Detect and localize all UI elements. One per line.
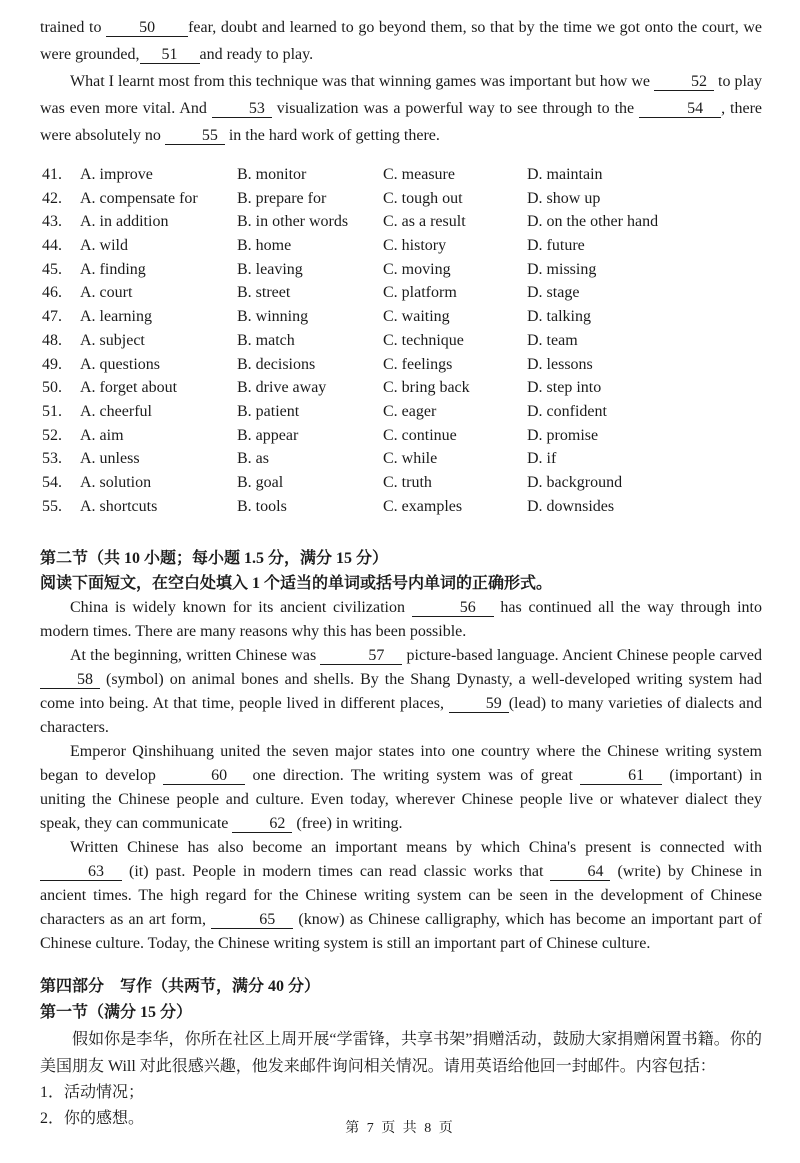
section4-subheading: 第一节（满分 15 分）	[40, 1004, 193, 1022]
blank-55: 55	[165, 128, 225, 145]
option-d: D. step into	[527, 379, 602, 397]
option-a: A. shortcuts	[80, 497, 158, 515]
option-d: D. promise	[527, 426, 599, 444]
choice-row	[42, 471, 762, 495]
option-d: D. if	[527, 450, 557, 468]
option-d: D. lessons	[527, 355, 593, 373]
choice-row	[42, 376, 762, 400]
blank-51: 51	[140, 47, 200, 64]
option-a: A. aim	[80, 426, 124, 444]
option-b: B. goal	[237, 473, 284, 491]
blank-61: 61	[580, 768, 662, 785]
option-c: C. as a result	[383, 213, 466, 231]
choice-row	[42, 305, 762, 329]
question-number: 47.	[42, 308, 62, 326]
option-b: B. as	[237, 450, 269, 468]
grammar-paragraph-2: At the beginning, written Chinese was 57 picture-based language. Ancient Chinese people carved 58 (symbol) on animal bones and shells. By the Shang Dynasty, a well-developed writing system had come into being. At that time, people lived in different places, 59 (lead) to many varieties of dialects and characters.	[40, 647, 762, 737]
writing-point-2: 2．你的感想。	[40, 1110, 145, 1128]
option-b: B. in other words	[237, 213, 349, 231]
question-number: 55.	[42, 497, 62, 515]
blank-59: 59	[449, 696, 509, 713]
choice-row	[42, 495, 762, 519]
choice-row	[42, 163, 762, 187]
option-c: C. platform	[383, 284, 457, 302]
option-c: C. tough out	[383, 189, 463, 207]
option-c: C. waiting	[383, 308, 450, 326]
choice-row	[42, 258, 762, 282]
option-a: A. subject	[80, 331, 145, 349]
option-a: A. forget about	[80, 379, 178, 397]
option-d: D. future	[527, 237, 585, 255]
question-number: 42.	[42, 189, 62, 207]
option-b: B. leaving	[237, 260, 303, 278]
cloze-passage-paragraph-1: trained to 50 fear, doubt and learned to go beyond them, so that by the time we got onto the court, we were grounded, 51 and ready to play.	[40, 19, 762, 63]
choice-row	[42, 281, 762, 305]
option-b: B. prepare for	[237, 189, 327, 207]
option-a: A. unless	[80, 450, 140, 468]
section4-heading: 第四部分 写作（共两节，满分 40 分）	[40, 978, 321, 996]
choice-row	[42, 353, 762, 377]
option-c: C. examples	[383, 497, 463, 515]
option-a: A. in addition	[80, 213, 169, 231]
writing-point-1: 1．活动情况；	[40, 1084, 145, 1102]
blank-64: 64	[550, 864, 610, 881]
option-c: C. history	[383, 237, 447, 255]
option-b: B. appear	[237, 426, 299, 444]
choice-row	[42, 210, 762, 234]
question-number: 46.	[42, 284, 62, 302]
question-number: 41.	[42, 166, 62, 183]
question-number: 54.	[42, 473, 62, 491]
section2-instruction: 阅读下面短文，在空白处填入 1 个适当的单词或括号内单词的正确形式。	[40, 575, 553, 593]
option-d: D. team	[527, 331, 578, 349]
option-c: C. bring back	[383, 379, 470, 397]
choice-row	[42, 234, 762, 258]
option-c: C. truth	[383, 473, 432, 491]
cloze-passage-paragraph-2: What I learnt most from this technique was that winning games was important but how we 52 to play was even more vital. And 53 visualization was a powerful way to see through to the 54 , there were absolutely no 55 in the hard work of getting there.	[40, 73, 763, 144]
question-number: 45.	[42, 260, 62, 278]
question-number: 48.	[42, 331, 62, 349]
blank-52: 52	[654, 74, 714, 91]
question-number: 52.	[42, 426, 62, 444]
blank-63: 63	[40, 864, 122, 881]
section4	[40, 974, 762, 1132]
option-a: A. court	[80, 284, 133, 302]
choice-row	[42, 424, 762, 448]
choice-row	[42, 447, 762, 471]
option-b: B. monitor	[237, 166, 307, 183]
choice-row	[42, 329, 762, 353]
option-b: B. tools	[237, 497, 287, 515]
option-a: A. learning	[80, 308, 152, 326]
question-number: 43.	[42, 213, 62, 231]
option-c: C. moving	[383, 260, 451, 278]
option-d: D. maintain	[527, 166, 603, 183]
option-b: B. winning	[237, 308, 309, 326]
option-b: B. patient	[237, 402, 300, 420]
grammar-passage	[40, 596, 762, 956]
option-b: B. drive away	[237, 379, 327, 397]
option-d: D. confident	[527, 402, 607, 420]
question-number: 51.	[42, 402, 62, 420]
page-number: 第 7 页 共 8 页	[345, 1121, 455, 1136]
blank-56: 56	[412, 600, 494, 617]
option-d: D. show up	[527, 189, 601, 207]
option-c: C. measure	[383, 166, 455, 183]
question-number: 49.	[42, 355, 62, 373]
option-a: A. compensate for	[80, 189, 198, 207]
option-d: D. talking	[527, 308, 591, 326]
blank-57: 57	[320, 648, 402, 665]
grammar-paragraph-3: Emperor Qinshihuang united the seven major states into one country where the Chinese writing system began to develop 60 one direction. The writing system was of great 61 (important) in uniting the Chinese people and culture. Even today, wherever Chinese people live or whatever dialect they speak, they can communicate 62 (free) in writing.	[40, 743, 763, 833]
option-d: D. on the other hand	[527, 213, 659, 231]
option-a: A. finding	[80, 260, 146, 278]
section2-heading: 第二节（共 10 小题；每小题 1.5 分，满分 15 分）	[40, 550, 389, 568]
grammar-paragraph-1: China is widely known for its ancient civilization 56 has continued all the way through into modern times. There are many reasons why this has been possible.	[40, 599, 762, 641]
blank-60: 60	[163, 768, 245, 785]
option-c: C. continue	[383, 426, 457, 444]
blank-54: 54	[639, 101, 721, 118]
option-a: A. cheerful	[80, 402, 152, 420]
option-c: C. while	[383, 450, 438, 468]
choice-table	[42, 163, 762, 518]
blank-58: 58	[40, 672, 100, 689]
option-a: A. questions	[80, 355, 160, 373]
blank-53: 53	[212, 101, 272, 118]
question-number: 44.	[42, 237, 62, 255]
option-a: A. wild	[80, 237, 128, 255]
option-b: B. decisions	[237, 355, 316, 373]
option-d: D. stage	[527, 284, 580, 302]
option-a: A. improve	[80, 166, 153, 183]
blank-65: 65	[211, 912, 293, 929]
option-d: D. missing	[527, 260, 597, 278]
option-c: C. eager	[383, 402, 437, 420]
option-b: B. street	[237, 284, 291, 302]
grammar-paragraph-4: Written Chinese has also become an important means by which China's present is connected with 63 (it) past. People in modern times can read classic works that 64 (write) by Chinese in ancient times. The high regard for the Chinese writing system can be seen in the development of Chinese characters as an art form, 65 (know) as Chinese calligraphy, which has become an important part of Chinese culture. Today, the Chinese writing system is still an important part of Chinese culture.	[40, 839, 762, 953]
option-b: B. home	[237, 237, 292, 255]
question-number: 53.	[42, 450, 62, 468]
blank-50: 50	[106, 20, 188, 37]
choice-row	[42, 187, 762, 211]
writing-prompt: 假如你是李华，你所在社区上周开展“学雷锋，共享书架”捐赠活动，鼓励大家捐赠闲置书籍。你的美国朋友 Will 对此很感兴趣，他发来邮件询问相关情况。请用英语给他回一封邮件。内容包括：	[40, 1031, 762, 1076]
blank-62: 62	[232, 816, 292, 833]
choice-row	[42, 400, 762, 424]
option-a: A. solution	[80, 473, 152, 491]
option-c: C. feelings	[383, 355, 453, 373]
question-number: 50.	[42, 379, 62, 397]
option-d: D. background	[527, 473, 623, 491]
option-b: B. match	[237, 331, 295, 349]
section2	[40, 546, 762, 956]
option-d: D. downsides	[527, 497, 615, 515]
option-c: C. technique	[383, 331, 464, 349]
